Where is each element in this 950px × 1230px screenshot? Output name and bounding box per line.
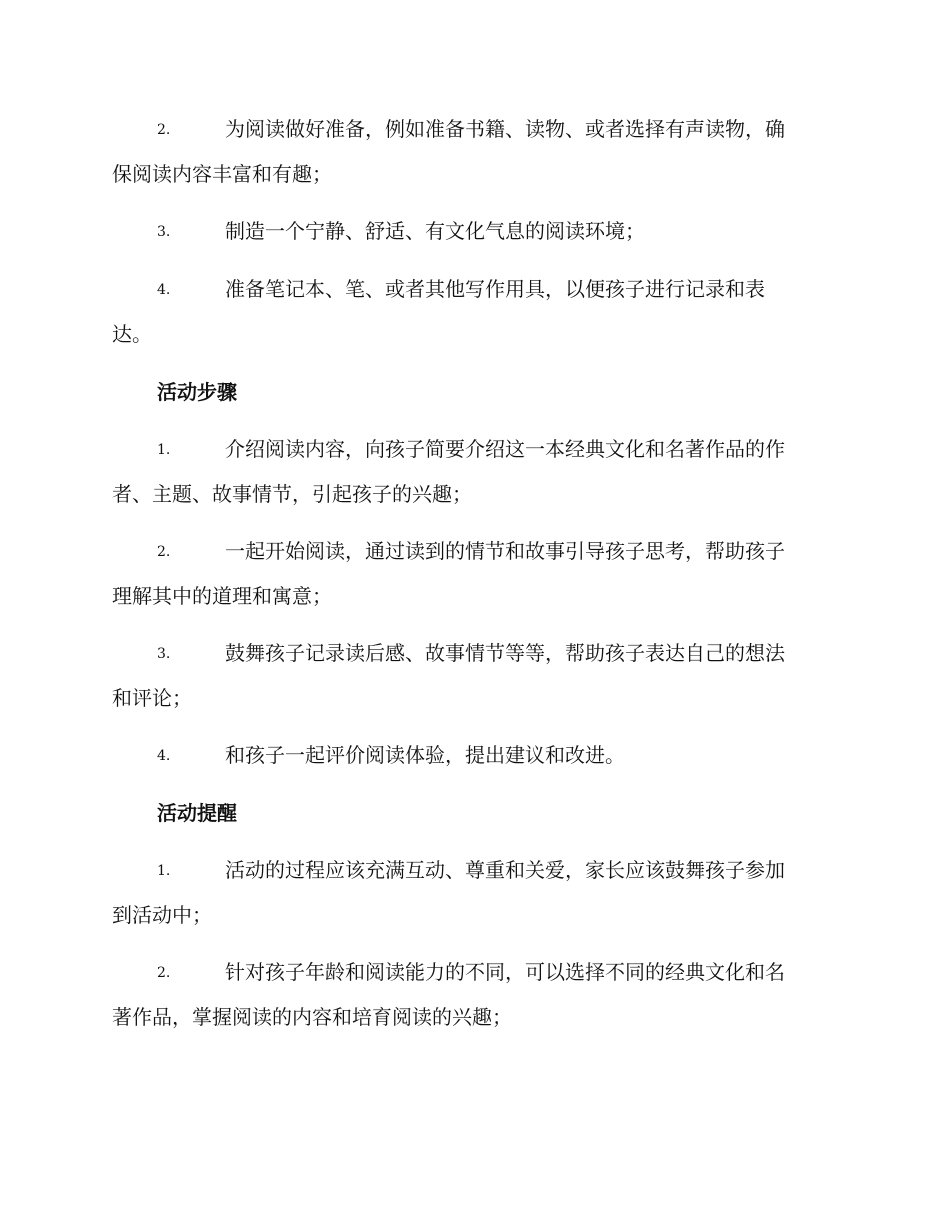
list-number: 2. [157, 544, 171, 560]
list-item-text: 为阅读做好准备，例如准备书籍、读物、或者选择有声读物，确 [225, 117, 785, 141]
list-item-text: 介绍阅读内容，向孩子简要介绍这一本经典文化和名著作品的作 [225, 437, 785, 461]
list-item-text: 鼓舞孩子记录读后感、故事情节等等，帮助孩子表达自己的想法 [225, 641, 785, 665]
list-number: 2. [157, 965, 171, 981]
list-number: 2. [157, 122, 171, 138]
list-item-text: 针对孩子年龄和阅读能力的不同，可以选择不同的经典文化和名 [225, 960, 785, 984]
list-item-text: 制造一个宁静、舒适、有文化气息的阅读环境； [225, 219, 645, 243]
list-item-text: 和孩子一起评价阅读体验，提出建议和改进。 [225, 743, 625, 767]
list-number: 3. [157, 646, 171, 662]
list-number: 3. [157, 224, 171, 240]
list-item-text: 一起开始阅读，通过读到的情节和故事引导孩子思考，帮助孩子 [225, 539, 785, 563]
list-item-text-continued: 保阅读内容丰富和有趣； [112, 162, 332, 186]
list-item-text-continued: 理解其中的道理和寓意； [112, 584, 332, 608]
list-item-text: 活动的过程应该充满互动、尊重和关爱，家长应该鼓舞孩子参加 [225, 858, 785, 882]
list-item-text-continued: 者、主题、故事情节，引起孩子的兴趣； [112, 482, 472, 506]
section-heading: 活动提醒 [157, 801, 237, 825]
list-number: 4. [157, 282, 171, 298]
list-item-text-continued: 到活动中； [112, 903, 212, 927]
list-item-text-continued: 著作品，掌握阅读的内容和培育阅读的兴趣； [112, 1005, 512, 1029]
list-number: 1. [157, 442, 171, 458]
list-number: 4. [157, 748, 171, 764]
list-item-text-continued: 和评论； [112, 686, 192, 710]
list-item-text-continued: 达。 [112, 322, 152, 346]
list-item-text: 准备笔记本、笔、或者其他写作用具，以便孩子进行记录和表 [225, 277, 765, 301]
section-heading: 活动步骤 [157, 380, 237, 404]
list-number: 1. [157, 863, 171, 879]
